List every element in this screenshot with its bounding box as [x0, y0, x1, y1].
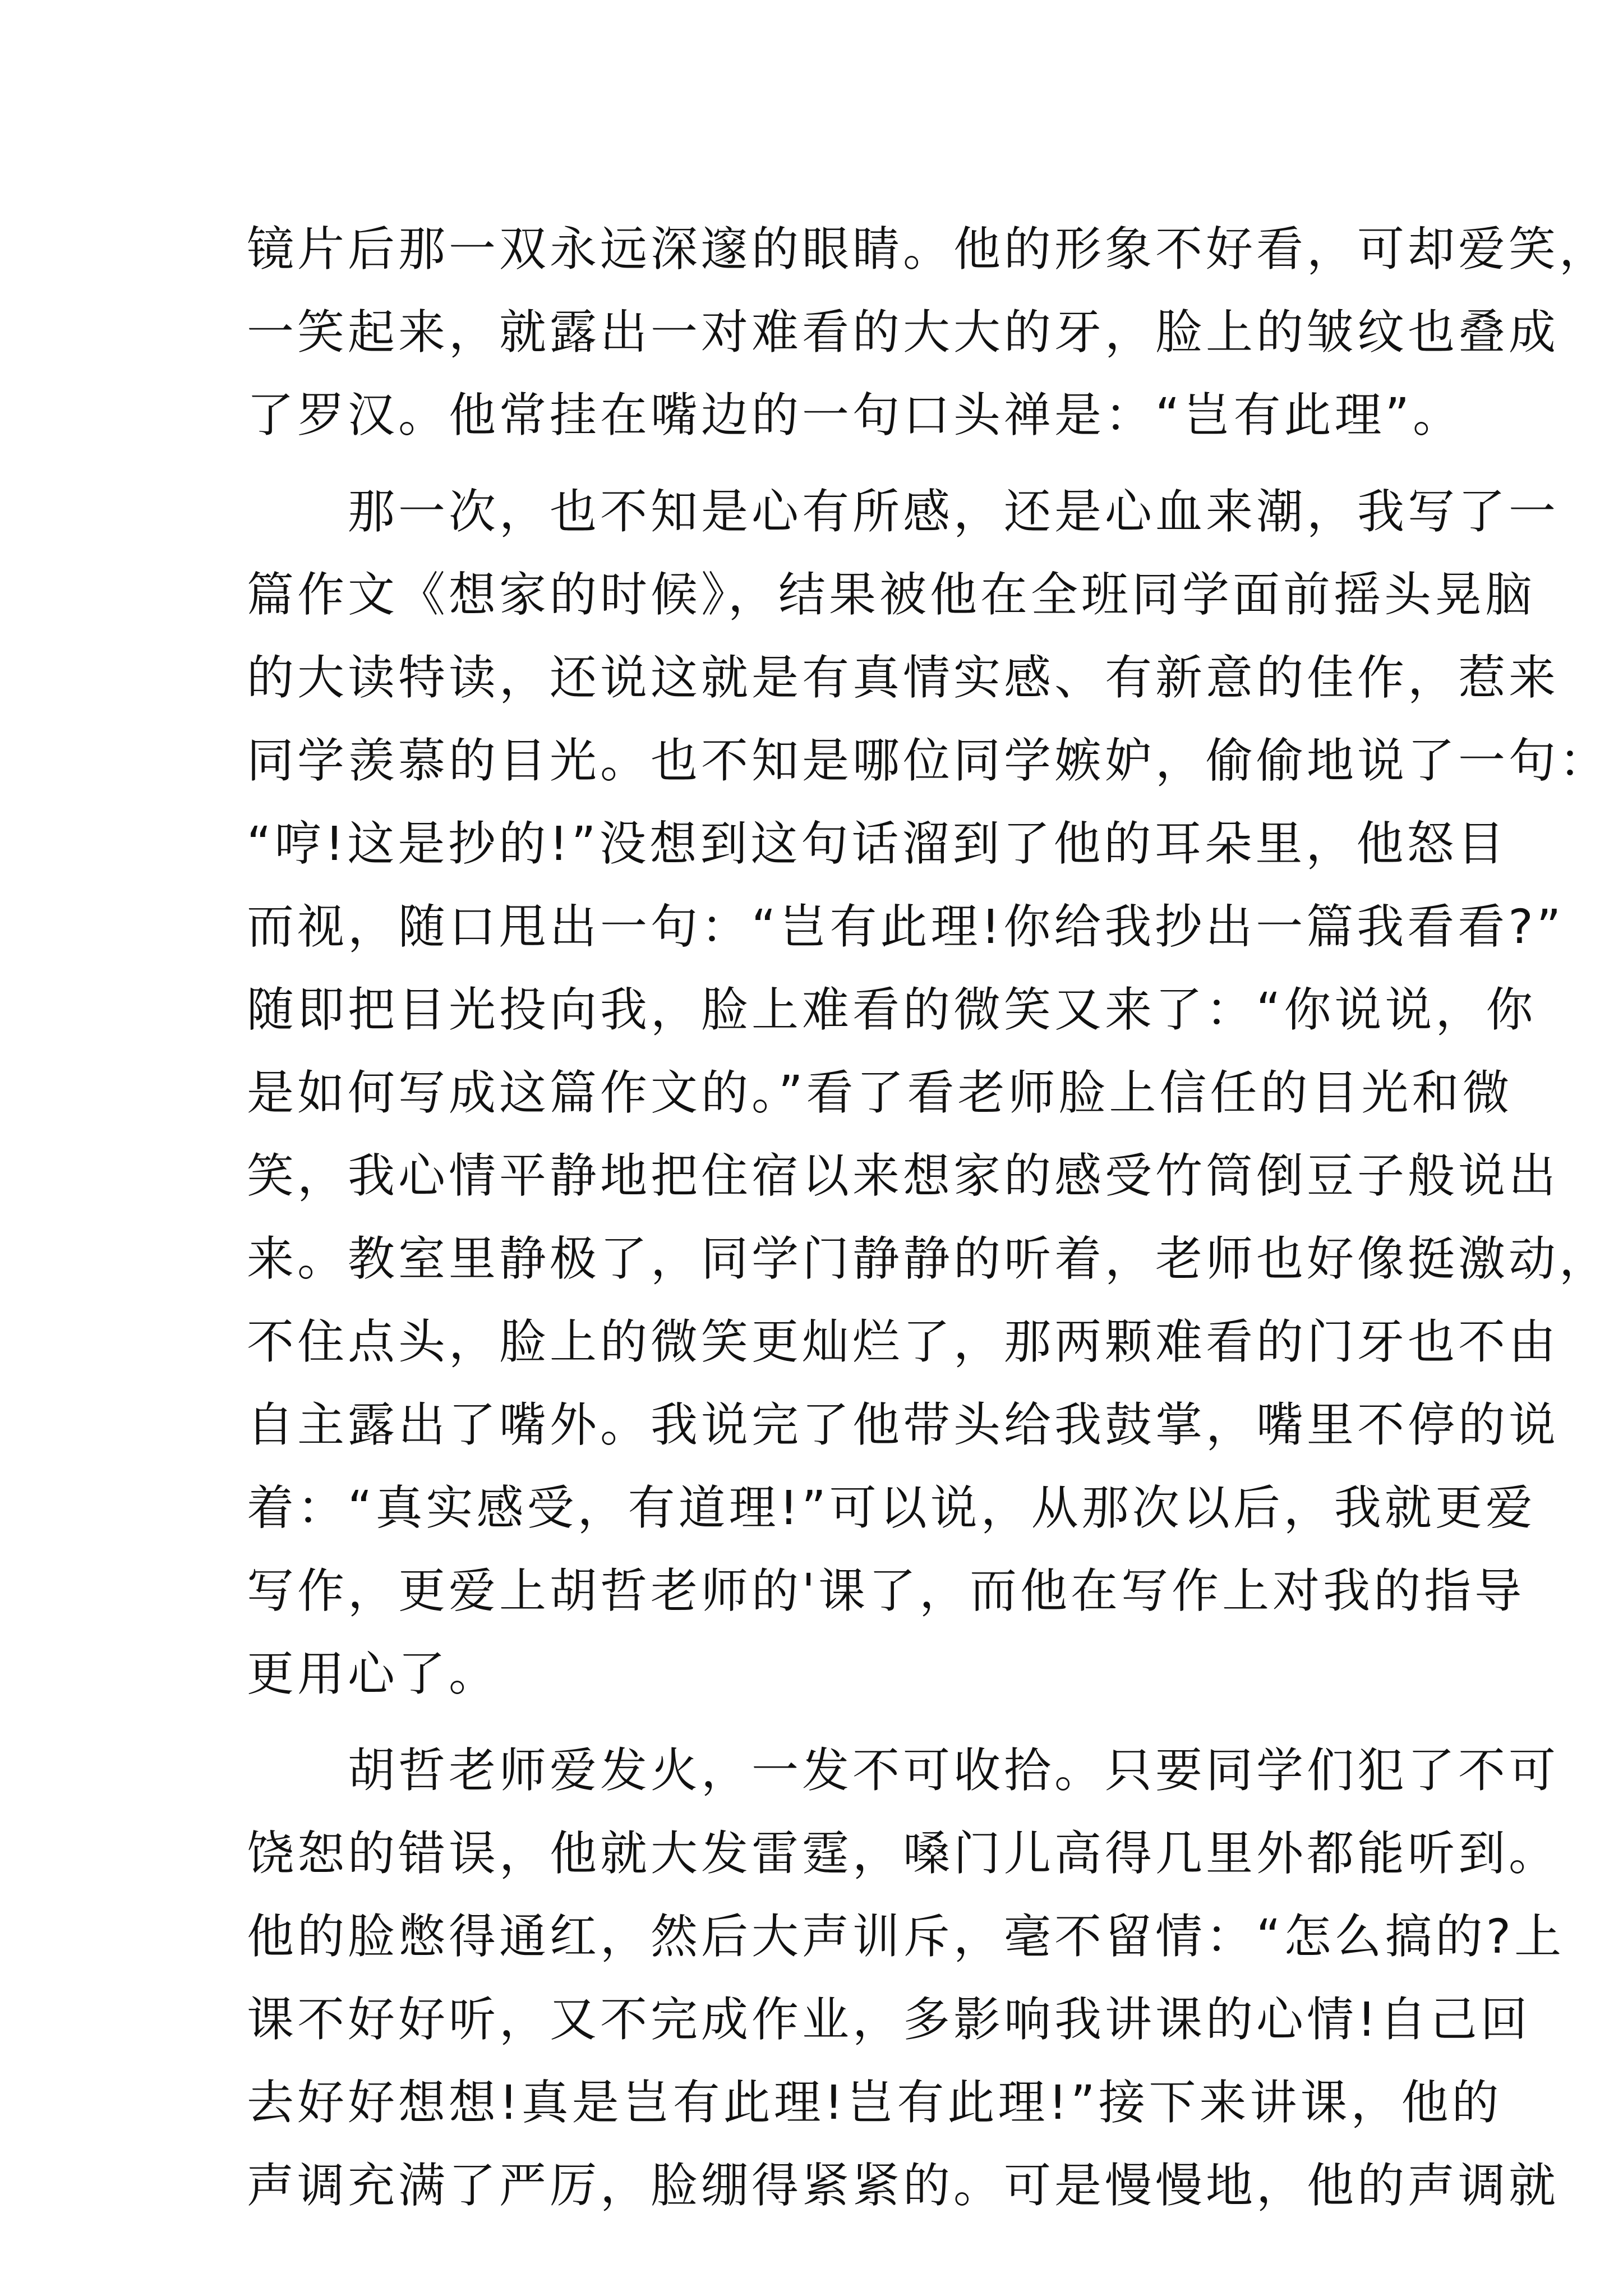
- text-line: 随即把目光投向我，脸上难看的微笑又来了：“你说说，你: [247, 982, 1537, 1037]
- text-line: 的大读特读，还说这就是有真情实感、有新意的佳作，惹来: [247, 650, 1560, 705]
- text-line: 了罗汉。他常挂在嘴边的一句口头禅是：“岂有此理”。: [247, 388, 1464, 443]
- text-line: 自主露出了嘴外。我说完了他带头给我鼓掌，嘴里不停的说: [247, 1397, 1560, 1452]
- document-body: [247, 208, 1610, 2227]
- text-line: 更用心了。: [247, 1646, 500, 1701]
- text-line: 着：“真实感受，有道理!”可以说，从那次以后，我就更爱: [247, 1480, 1536, 1535]
- paragraph-first-line: 胡哲老师爱发火，一发不可收拾。只要同学们犯了不可: [348, 1743, 1560, 1798]
- text-line: 篇作文《想家的时候》，结果被他在全班同学面前摇头晃脑: [247, 567, 1536, 622]
- text-line: 饶恕的错误，他就大发雷霆，嗓门儿高得几里外都能听到。: [247, 1826, 1560, 1881]
- text-line: 去好好想想!真是岂有此理!岂有此理!”接下来讲课，他的: [247, 2075, 1502, 2130]
- paragraph-first-line: 那一次，也不知是心有所感，还是心血来潮，我写了一: [348, 484, 1560, 539]
- text-line: 他的脸憋得通红，然后大声训斥，毫不留情：“怎么搞的?上: [247, 1909, 1565, 1964]
- text-line: 写作，更爱上胡哲老师的'课了，而他在写作上对我的指导: [247, 1563, 1525, 1618]
- text-line: 课不好好听，又不完成作业，多影响我讲课的心情!自己回: [247, 1992, 1531, 2047]
- text-line: 不住点头，脸上的微笑更灿烂了，那两颗难看的门牙也不由: [247, 1314, 1560, 1369]
- text-line: 笑，我心情平静地把住宿以来想家的感受竹筒倒豆子般说出: [247, 1148, 1560, 1203]
- text-line: 镜片后那一双永远深邃的眼睛。他的形象不好看，可却爱笑，: [247, 222, 1610, 277]
- text-line: 一笑起来，就露出一对难看的大大的牙，脸上的皱纹也叠成: [247, 305, 1560, 360]
- text-line: 而视，随口甩出一句：“岂有此理!你给我抄出一篇我看看?”: [247, 899, 1565, 954]
- text-line: 来。教室里静极了，同学门静静的听着，老师也好像挺激动，: [247, 1231, 1610, 1286]
- text-line: 声调充满了严厉，脸绷得紧紧的。可是慢慢地，他的声调就: [247, 2158, 1560, 2213]
- text-line: 是如何写成这篇作文的。”看了看老师脸上信任的目光和微: [247, 1065, 1513, 1120]
- text-line: 同学羡慕的目光。也不知是哪位同学嫉妒，偷偷地说了一句：: [247, 733, 1610, 788]
- text-line: “哼!这是抄的!”没想到这句话溜到了他的耳朵里，他怒目: [247, 816, 1508, 871]
